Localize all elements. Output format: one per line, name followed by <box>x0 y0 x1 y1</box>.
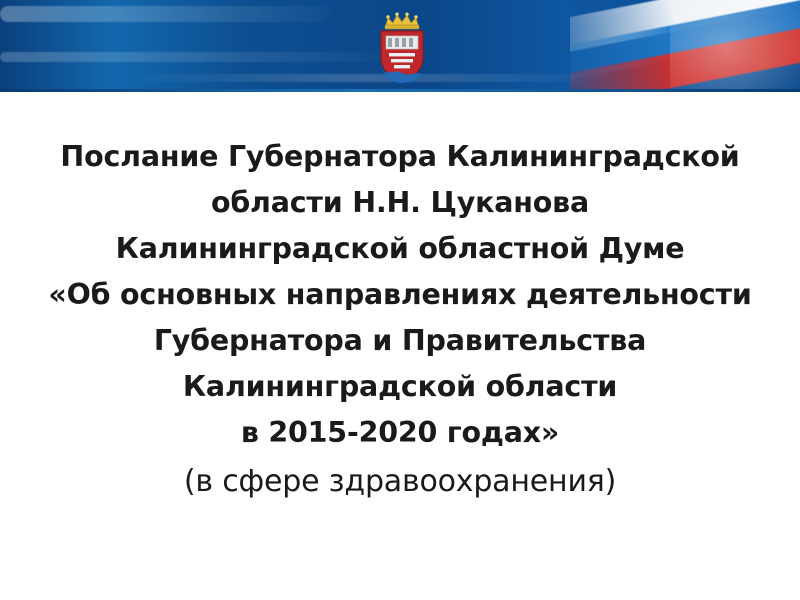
title-line: Калининградской областной Думе <box>115 232 685 265</box>
russian-flag-ribbon <box>570 0 800 97</box>
banner-light-streak <box>120 74 620 82</box>
slide-title <box>0 134 800 508</box>
title-line: Послание Губернатора Калининградской <box>60 140 740 173</box>
title-line: в 2015-2020 годах» <box>240 416 560 449</box>
title-subtitle-line: (в сфере здравоохранения) <box>183 464 617 499</box>
title-line: «Об основных направлениях деятельности <box>48 278 752 311</box>
title-line: Губернатора и Правительства <box>153 324 647 357</box>
banner-light-streak <box>0 52 420 62</box>
banner-bottom-edge <box>0 92 800 97</box>
ribbon-highlight <box>670 0 800 97</box>
coat-of-arms-kaliningrad-oblast-icon <box>372 12 432 86</box>
title-line: области Н.Н. Цуканова <box>210 186 590 219</box>
slide-header-banner <box>0 0 800 97</box>
banner-light-streak <box>0 6 330 22</box>
title-line: Калининградской области <box>182 370 618 403</box>
